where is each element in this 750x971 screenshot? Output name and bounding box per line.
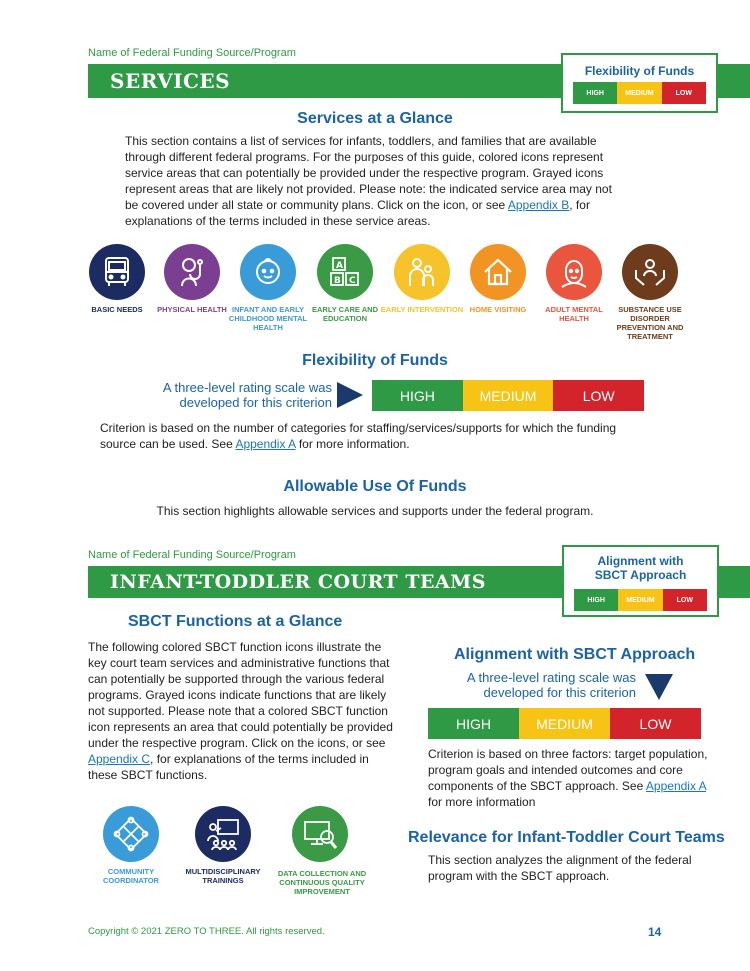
rating-medium: MEDIUM [463,380,554,411]
relevance-body: This section analyzes the alignment of the federal program with the SBCT approach. [428,853,692,883]
multidisciplinary-trainings-button[interactable] [195,806,251,862]
early-care-education-button[interactable] [317,244,373,300]
rating-high: HIGH [573,82,617,104]
appendix-a-link[interactable]: Appendix A [235,437,296,451]
flexibility-body: Criterion is based on the number of categories for staffing/services/supports for which the funding source can be used. See Appendix A for more information. [100,421,617,451]
icon-label-basic-needs: BASIC NEEDS [91,305,143,314]
banner-title: SERVICES [110,69,231,93]
services-glance-heading: Services at a Glance [297,110,453,127]
rating-medium: MEDIUM [618,589,662,611]
allowable-body: This section highlights allowable services and supports under the federal program. [156,504,594,518]
icon-label-early-intervention: EARLY INTERVENTION [380,305,464,314]
network-puzzle-icon [112,815,150,853]
icon-label-infant-mental-health: INFANT AND EARLY CHILDHOOD MENTAL HEALTH [228,305,308,332]
monitor-magnifier-icon [301,815,339,853]
rating-high: HIGH [574,589,618,611]
data-collection-button[interactable] [292,806,348,862]
adult-mental-health-button[interactable] [546,244,602,300]
icon-label-physical-health: PHYSICAL HEALTH [157,305,227,314]
rating-low: LOW [662,82,706,104]
svg-text:A: A [336,261,343,271]
basic-needs-button[interactable] [89,244,145,300]
icon-label-community-coordinator: COMMUNITY COORDINATOR [103,867,159,885]
svg-text:C: C [349,276,356,286]
appendix-b-link[interactable]: Appendix B [507,198,570,212]
appendix-a-link-2[interactable]: Appendix A [645,779,706,793]
icon-label-early-care: EARLY CARE AND EDUCATION [312,305,378,323]
infant-mental-health-button[interactable] [240,244,296,300]
hands-support-icon [632,254,668,290]
relevance-heading: Relevance for Infant-Toddler Court Teams [408,829,725,846]
card-title: Flexibility of Funds [584,64,695,78]
alignment-body: Criterion is based on three factors: target population, program goals and intended outcomes and core components of the SBCT approach. See Appendix A for more information [428,747,708,809]
sbct-functions-heading: SBCT Functions at a Glance [128,613,343,630]
copyright: Copyright © 2021 ZERO TO THREE. All rights reserved. [88,926,325,937]
icon-label-home-visiting: HOME VISITING [469,305,527,314]
bus-icon [99,254,135,290]
mini-rating-scale [573,82,706,104]
icon-label-data-collection: DATA COLLECTION AND CONTINUOUS QUALITY IMPROVEMENT [277,869,367,896]
baby-face-icon [250,254,286,290]
icon-label-adult-mental-health: ADULT MENTAL HEALTH [545,305,603,323]
house-icon [480,254,516,290]
card-title: Alignment with SBCT Approach [594,554,687,582]
early-intervention-button[interactable] [394,244,450,300]
rating-low: LOW [553,380,644,411]
physical-health-button[interactable] [164,244,220,300]
rating-high: HIGH [372,380,463,411]
stethoscope-baby-icon [174,254,210,290]
icon-label-substance-use: SUBSTANCE USE DISORDER PREVENTION AND TREATMENT [616,305,684,341]
rating-low: LOW [610,708,701,739]
mini-rating-scale [574,589,707,611]
source-label: Name of Federal Funding Source/Program [88,549,296,561]
substance-use-button[interactable] [622,244,678,300]
abc-blocks-icon [326,253,364,291]
home-visiting-button[interactable] [470,244,526,300]
arrow-right-icon [335,380,365,410]
arrow-down-icon [643,672,675,702]
alignment-rating-card [562,545,719,617]
rating-high: HIGH [428,708,519,739]
rating-low: LOW [663,589,707,611]
appendix-c-link[interactable]: Appendix C [88,752,151,766]
allowable-heading: Allowable Use Of Funds [283,478,467,495]
svg-text:B: B [334,276,341,286]
flex-rating-scale [372,380,644,411]
source-label: Name of Federal Funding Source/Program [88,47,296,59]
rating-medium: MEDIUM [519,708,610,739]
flexibility-heading: Flexibility of Funds [302,352,448,369]
page-number: 14 [648,925,662,939]
flex-scale-intro: A three-level rating scale was developed for this criterion [162,380,332,410]
adult-face-icon [556,254,592,290]
banner-title: INFANT-TODDLER COURT TEAMS [110,571,486,593]
presentation-icon [204,815,242,853]
parent-child-icon [404,254,440,290]
alignment-heading: Alignment with SBCT Approach [454,646,696,663]
services-glance-body: This section contains a list of services for infants, toddlers, and families that are available through different federal programs. For the purposes of this guide, colored icons represent service areas that can potentially be provided under the respective program. Grayed icons represent areas that are likely not provided. Please note: the indicated service area may not be covered under all state or community plans. Click on the icon, or see Appendix B, for explanations of the terms included in these service areas. [125,134,612,228]
rating-medium: MEDIUM [617,82,661,104]
align-scale-intro: A three-level rating scale was developed for this criterion [466,670,636,700]
flexibility-rating-card [561,53,718,113]
icon-label-multidisciplinary-trainings: MULTIDISCIPLINARY TRAININGS [185,867,261,885]
community-coordinator-button[interactable] [103,806,159,862]
sbct-functions-body: The following colored SBCT function icons illustrate the key court team services and administrative functions that can potentially be supported through the various federal programs. Grayed icons indicate functions that are likely not supported. Please note that a colored SBCT function icon represents an area that could potentially be provided under the respective program. Click on the icons, or see Appendix C, for explanations of the terms included in these SBCT functions. [88,640,393,782]
align-rating-scale [428,708,701,739]
